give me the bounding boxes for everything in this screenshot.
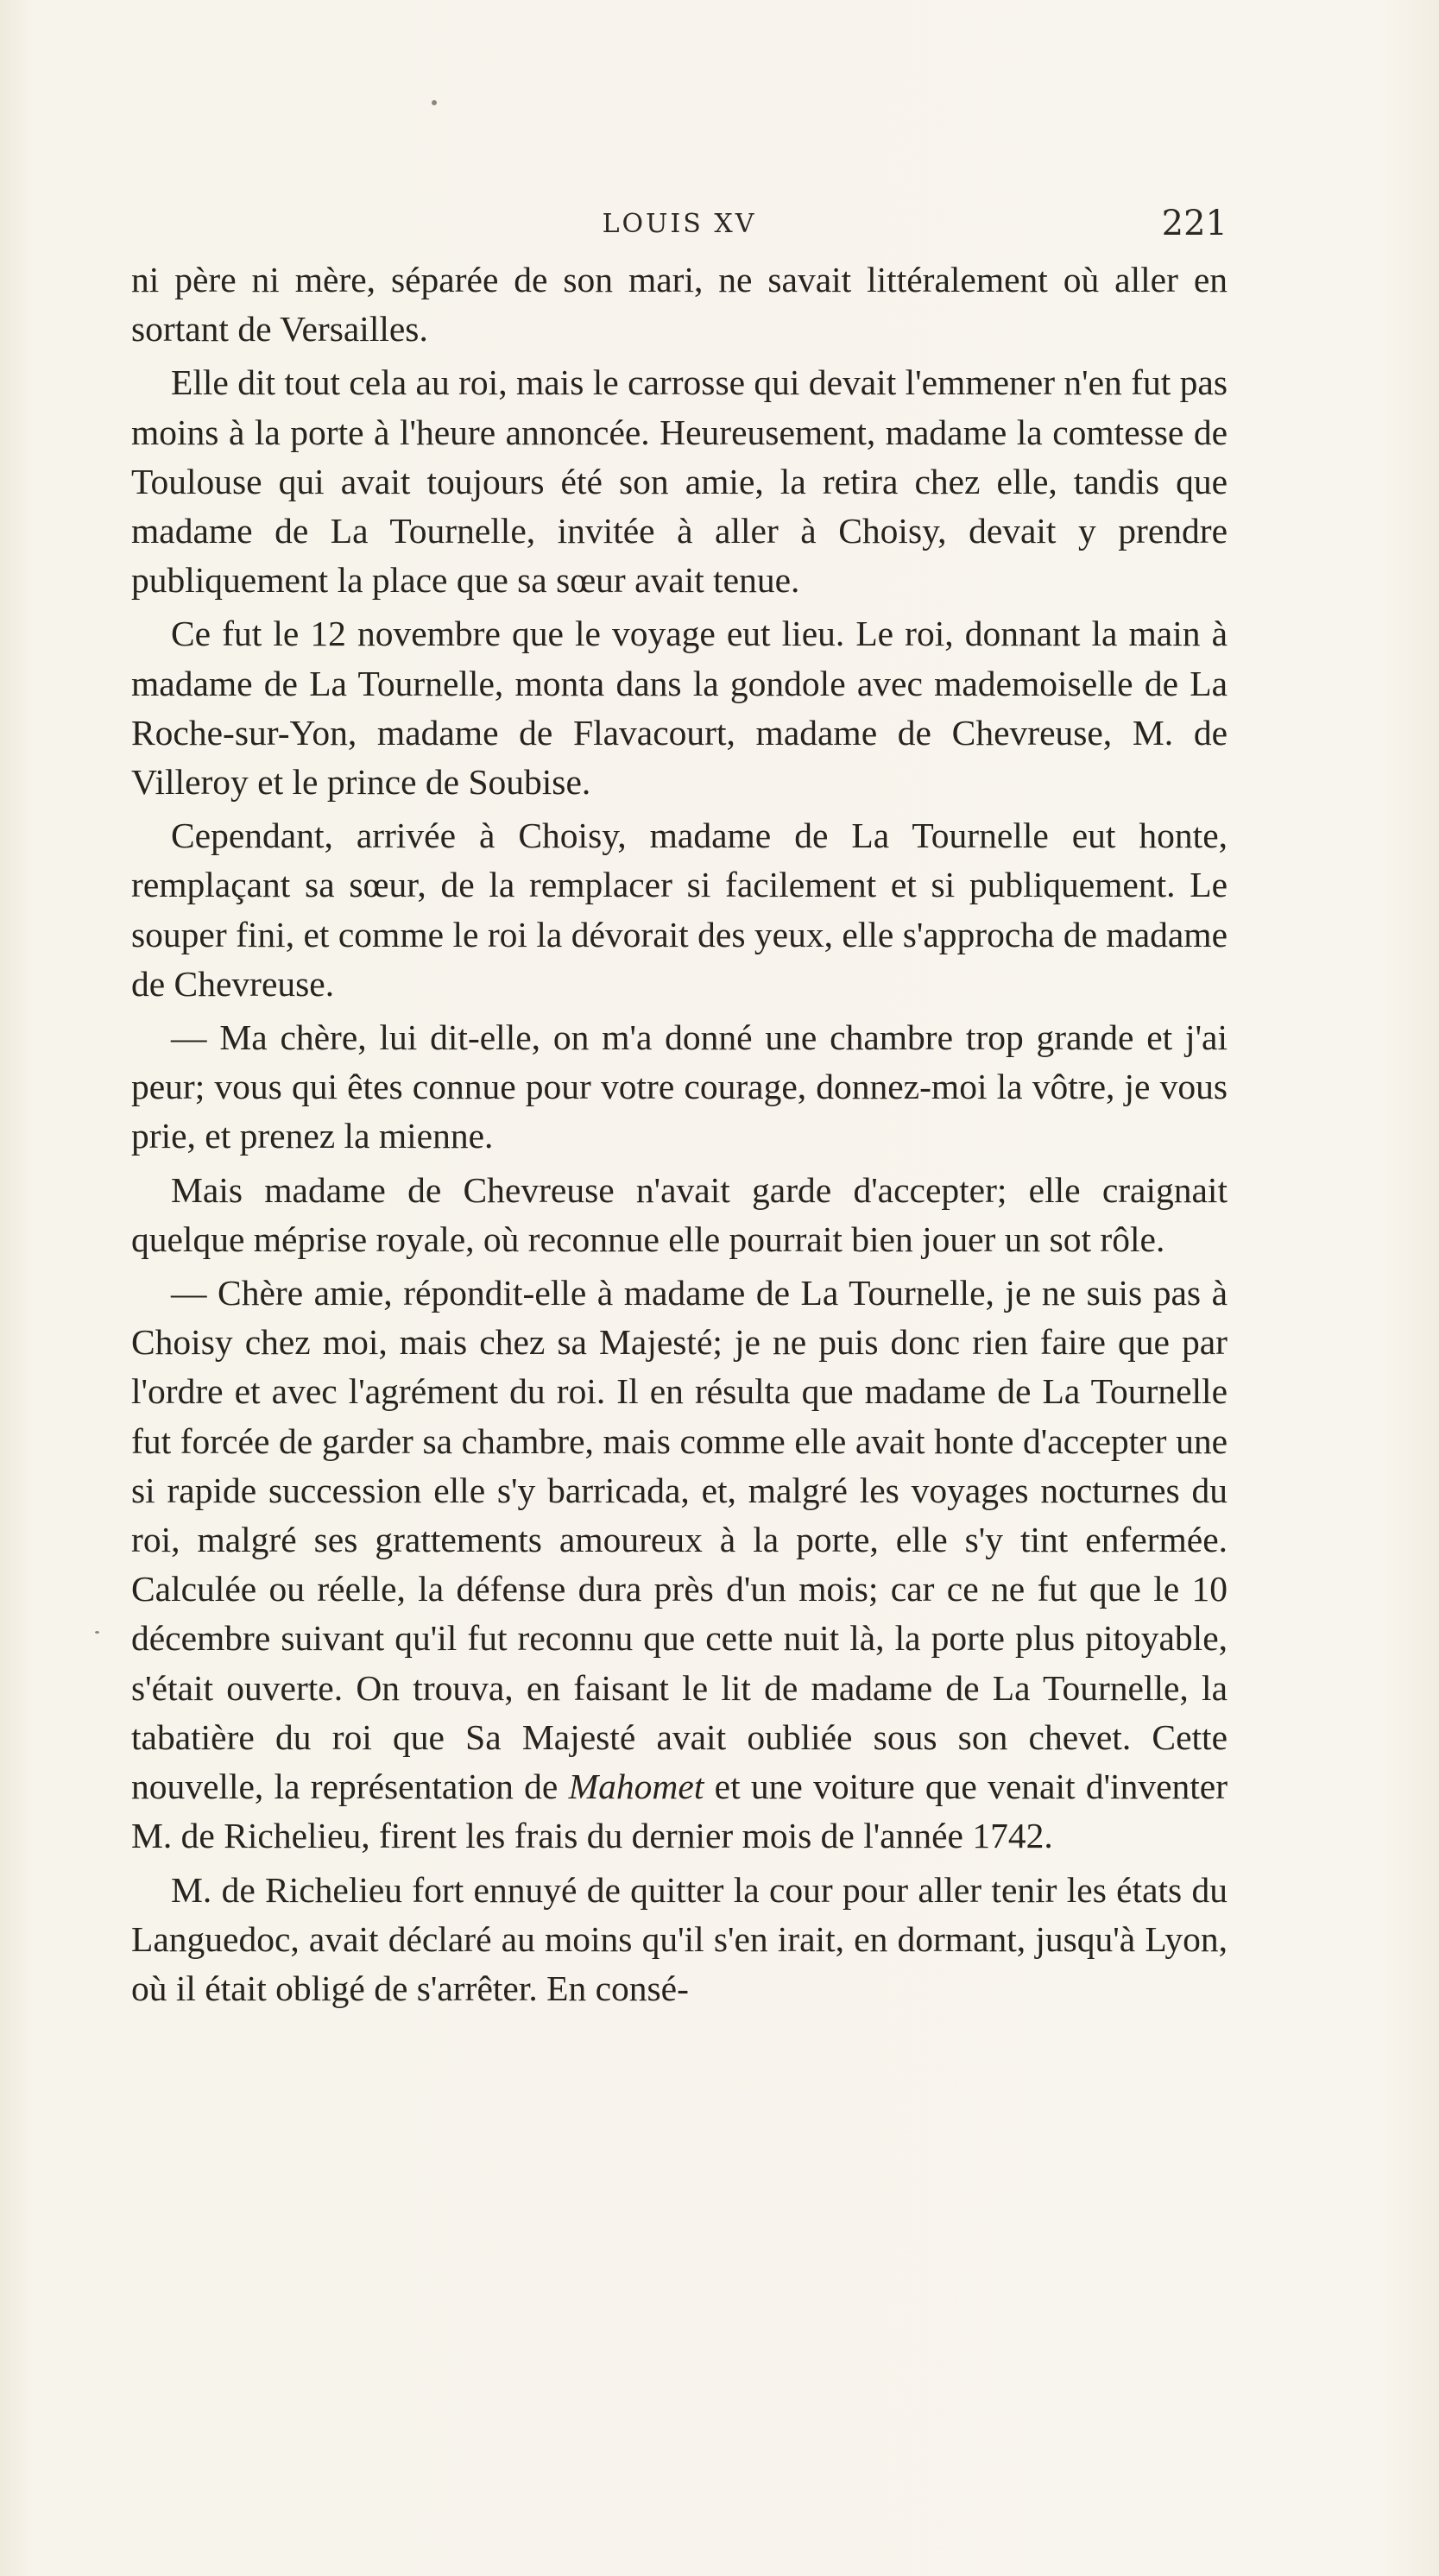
ink-speck (432, 100, 437, 105)
page-number: 221 (1161, 204, 1228, 243)
italic-title: Mahomet (568, 1767, 704, 1807)
paragraph-text: — Chère amie, répondit-elle à madame de La Tournelle, je ne suis pas à Choisy chez moi, mais chez sa Majesté; je ne puis donc rien faire que par l'ordre et avec l'agrément du roi. Il en résulta que madame de La Tournelle fut forcée de garder sa chambre, mais comme elle avait honte d'accepter une si rapide succession elle s'y barricada, et, malgré les voyages nocturnes du roi, malgré ses grattements amoureux à la porte, elle s'y tint enfermée. Calculée ou réelle, la défense dura près d'un mois; car ce ne fut que le 10 décembre suivant qu'il fut reconnu que cette nuit là, la porte plus pitoyable, s'était ouverte. On trouva, en faisant le lit de madame de La Tournelle, la tabatière du roi que Sa Majesté avait oubliée sous son chevet. Cette nouvelle, la représentation de (131, 1273, 1228, 1807)
paragraph: ni père ni mère, séparée de son mari, ne savait littéralement où aller en sortant de Versailles. (131, 260, 1228, 350)
paragraph (131, 1269, 1228, 1861)
paragraph: Cependant, arrivée à Choisy, madame de La Tournelle eut honte, remplaçant sa sœur, de la remplacer si facilement et si publiquement. Le souper fini, et comme le roi la dévorait des yeux, elle s'approcha de madame de Chevreuse. (131, 816, 1228, 1004)
running-head: LOUIS XV (602, 209, 757, 239)
paragraph: M. de Richelieu fort ennuyé de quitter la cour pour aller tenir les états du Languedoc, avait déclaré au moins qu'il s'en irait, en dormant, jusqu'à Lyon, où il était obligé de s'arrêter. En consé- (131, 1869, 1228, 2008)
ink-speck (95, 1631, 99, 1634)
paragraph-text-continued: et une voiture que venait d'inventer M. de Richelieu, firent les frais du dernier mois de l'année 1742. (131, 1767, 1228, 1856)
paragraph: Elle dit tout cela au roi, mais le carrosse qui devait l'emmener n'en fut pas moins à la porte à l'heure annoncée. Heureusement, madame la comtesse de Toulouse qui avait toujours été son amie, la retira chez elle, tandis que madame de La Tournelle, invitée à aller à Choisy, devait y prendre publiquement la place que sa sœur avait tenue. (131, 362, 1228, 601)
body-text (131, 255, 1228, 2018)
page-header (131, 204, 1228, 247)
paragraph: Ce fut le 12 novembre que le voyage eut lieu. Le roi, donnant la main à madame de La Tournelle, monta dans la gondole avec mademoiselle de La Roche-sur-Yon, madame de Flavacourt, madame de Chevreuse, M. de Villeroy et le prince de Soubise. (131, 614, 1228, 803)
paragraph: Mais madame de Chevreuse n'avait garde d'accepter; elle craignait quelque méprise royale, où reconnue elle pourrait bien jouer un sot rôle. (131, 1169, 1228, 1259)
paragraph: — Ma chère, lui dit-elle, on m'a donné une chambre trop grande et j'ai peur; vous qui êtes connue pour votre courage, donnez-moi la vôtre, je vous prie, et prenez la mienne. (131, 1017, 1228, 1156)
